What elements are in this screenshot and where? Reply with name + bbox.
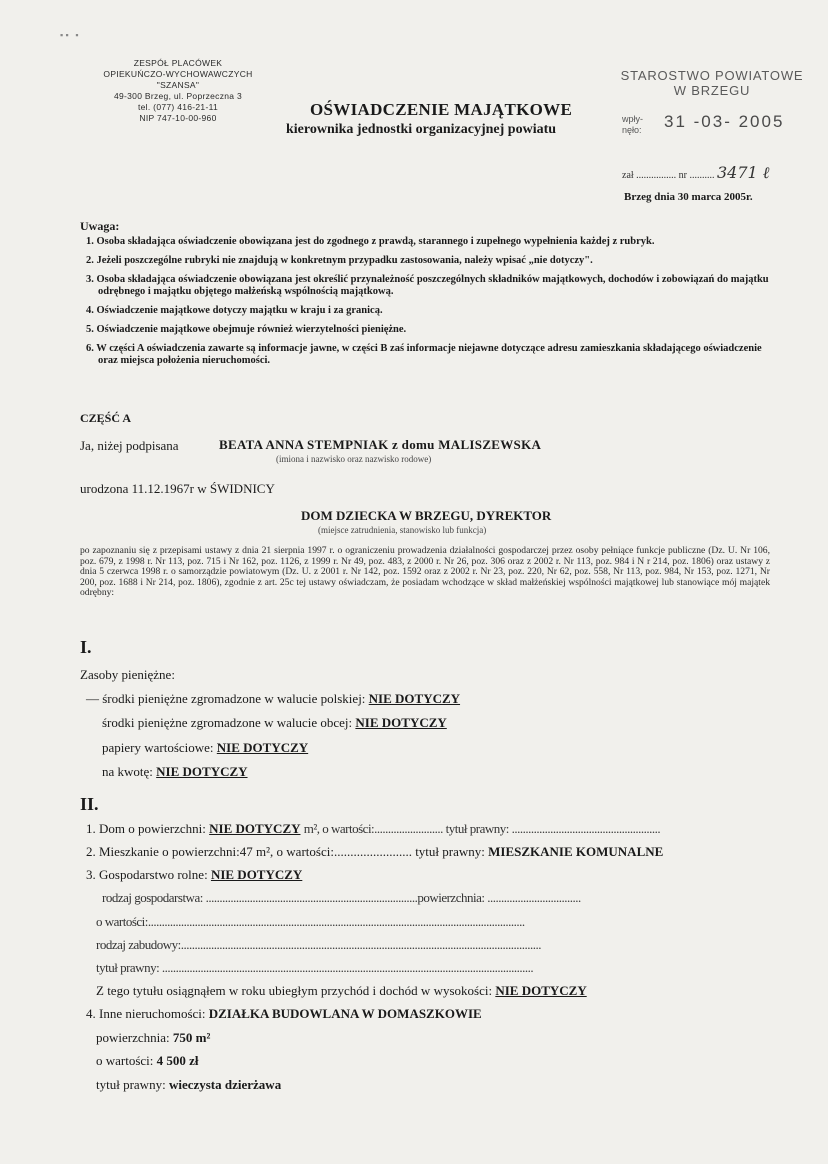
property-title-value: wieczysta dzierżawa — [168, 1077, 282, 1092]
cash-foreign-row — [102, 715, 447, 731]
note-item: 4. Oświadczenie majątkowe dotyczy majątku w kraju i za granicą. — [86, 305, 383, 316]
place-date: Brzeg dnia 30 marca 2005r. — [624, 191, 753, 203]
apartment-row — [86, 844, 663, 860]
note-item: 6. W części A oświadczenia zawarte są informacje jawne, w części B zaś informacje niejawne dotyczące adresu zamieszkania składającego oświadczenie oraz miejsca położenia nieruchomości. — [86, 343, 762, 366]
other-property-row — [86, 1006, 482, 1022]
attachment-label: zał ................ nr .......... — [622, 170, 715, 181]
property-value-row — [96, 1053, 199, 1069]
stamp-line: W BRZEGU — [673, 83, 751, 98]
securities-label: papiery wartościowe: — [102, 740, 214, 755]
attachment-number: 3471 ℓ — [717, 163, 770, 182]
securities-row — [102, 740, 308, 756]
note-item: 3. Osoba składająca oświadczenie obowiązana jest określić przynależność poszczególnych składników majątkowych, dochodów i zobowiązań do majątku odrębnego i majątku objętego małżeńską wspólnością majątkową. — [86, 274, 769, 297]
stamp-line: tel. (077) 416-21-11 — [137, 102, 219, 112]
notes-list — [86, 236, 776, 374]
house-row — [86, 821, 660, 837]
house-details: m², o wartości:......................... tytuł prawny: ...................................................... — [303, 821, 661, 836]
stamp-line: STAROSTWO POWIATOWE — [620, 68, 804, 83]
other-property-value: DZIAŁKA BUDOWLANA W DOMASZKOWIE — [208, 1006, 482, 1021]
apartment-label: 2. Mieszkanie o powierzchni:47 m², o wartości:........................ tytuł prawny: — [86, 844, 485, 859]
institution-stamp — [88, 58, 268, 124]
section-1-heading: I. — [80, 637, 92, 657]
area-label: powierzchnia: — [96, 1030, 170, 1045]
amount-value: NIE DOTYCZY — [156, 764, 248, 779]
farm-type-row: rodzaj gospodarstwa: .............................................................................powierzchnia: .................................. — [102, 890, 581, 905]
property-title-label: tytuł prawny: — [96, 1077, 166, 1092]
farm-income-row — [96, 983, 587, 999]
birth-info: urodzona 11.12.1967r w ŚWIDNICY — [80, 481, 275, 496]
declarant-name-caption: (imiona i nazwisko oraz nazwisko rodowe) — [276, 454, 432, 464]
received-label: wpły- nęło: — [622, 114, 644, 135]
stamp-line: NIP 747-10-00-960 — [139, 113, 217, 123]
property-title-row — [96, 1077, 281, 1093]
securities-value: NIE DOTYCZY — [216, 740, 309, 755]
scan-edge-mark: ▪ ▪ ▪ — [60, 30, 79, 40]
document-title: OŚWIADCZENIE MAJĄTKOWE — [310, 100, 573, 119]
legal-title-row: tytuł prawny: ....................................................................................................................................... — [96, 960, 534, 975]
cash-pln-row — [86, 691, 460, 707]
farm-income-label: Z tego tytułu osiągnąłem w roku ubiegłym przychód i dochód w wysokości: — [96, 983, 493, 998]
cash-pln-value: NIE DOTYCZY — [368, 691, 461, 706]
employment-position: DOM DZIECKA W BRZEGU, DYREKTOR — [301, 508, 552, 523]
house-value: NIE DOTYCZY — [209, 821, 301, 836]
apartment-value: MIESZKANIE KOMUNALNE — [488, 844, 664, 859]
notes-heading: Uwaga: — [80, 219, 120, 233]
farm-value: NIE DOTYCZY — [210, 867, 303, 882]
cash-foreign-label: środki pieniężne zgromadzone w walucie obcej: — [102, 715, 353, 730]
farm-value-row: o wartości:......................................................................................................................................... — [96, 914, 525, 929]
attachment-line — [622, 163, 769, 183]
cash-pln-label: — środki pieniężne zgromadzone w walucie polskiej: — [86, 691, 366, 706]
farm-label: 3. Gospodarstwo rolne: — [86, 867, 208, 882]
stamp-line: "SZANSA" — [156, 80, 200, 90]
note-item: 1. Osoba składająca oświadczenie obowiązana jest do zgodnego z prawdą, starannego i zupełnego wypełnienia każdej z rubryk. — [86, 236, 655, 247]
received-date: 31 -03- 2005 — [664, 112, 785, 131]
other-property-label: 4. Inne nieruchomości: — [86, 1006, 206, 1021]
declarant-prefix: Ja, niżej podpisana — [80, 438, 179, 453]
farm-income-value: NIE DOTYCZY — [495, 983, 587, 998]
note-item: 2. Jeżeli poszczególne rubryki nie znajdują w konkretnym przypadku zastosowania, należy wpisać „nie dotyczy". — [86, 255, 593, 266]
stamp-line: 49-300 Brzeg, ul. Poprzeczna 3 — [113, 91, 243, 101]
stamp-line: ZESPÓŁ PLACÓWEK — [133, 58, 223, 68]
employment-caption: (miejsce zatrudnienia, stanowisko lub funkcja) — [318, 525, 487, 535]
part-a-heading: CZĘŚĆ A — [80, 411, 132, 425]
note-item: 5. Oświadczenie majątkowe obejmuje również wierzytelności pieniężne. — [86, 324, 407, 335]
house-label: 1. Dom o powierzchni: — [86, 821, 206, 836]
amount-row — [102, 764, 248, 780]
cash-resources-label: Zasoby pieniężne: — [80, 667, 175, 682]
building-type-row: rodzaj zabudowy:................................................................................................................................... — [96, 937, 542, 952]
legal-basis-text: po zapoznaniu się z przepisami ustawy z dnia 21 sierpnia 1997 r. o ograniczeniu prowadzenia działalności gospodarczej przez osoby pełniące funkcje publiczne (Dz. U. Nr 106, poz. 679, z 1998 r. Nr 113, poz. 715 i Nr 162, poz. 1126, z 1999 r. Nr 49, poz. 483, z 2000 r. Nr 26, poz. 306 oraz z 2002 r. Nr 113, poz. 984 i N r 214, poz. 1806) oraz ustawy z dnia 5 czerwca 1998 r. o samorządzie powiatowym (Dz. U. z 2001 r. Nr 142, poz. 1592 oraz z 2002 r. Nr 23, poz. 220, Nr 62, poz. 558, Nr 113, poz. 984, Nr 153, poz. 1271, Nr 200, poz. 1688 i Nr 214, poz. 1806), zgodnie z art. 25c tej ustawy oświadczam, że posiadam wchodzące w skład małżeńskiej wspólności majątkowej lub stanowiące mój majątek odrębny: — [80, 545, 770, 598]
received-stamp — [612, 68, 812, 98]
property-value-amount: 4 500 zł — [156, 1053, 199, 1068]
farm-row — [86, 867, 302, 883]
property-value-label: o wartości: — [96, 1053, 154, 1068]
area-row — [96, 1030, 210, 1046]
area-value: 750 m² — [172, 1030, 211, 1045]
declarant-name: BEATA ANNA STEMPNIAK z domu MALISZEWSKA — [219, 437, 542, 452]
stamp-line: OPIEKUŃCZO-WYCHOWAWCZYCH — [103, 69, 253, 79]
document-subtitle: kierownika jednostki organizacyjnej powiatu — [286, 122, 557, 137]
section-2-heading: II. — [80, 794, 99, 814]
amount-label: na kwotę: — [102, 764, 153, 779]
cash-foreign-value: NIE DOTYCZY — [355, 715, 447, 730]
